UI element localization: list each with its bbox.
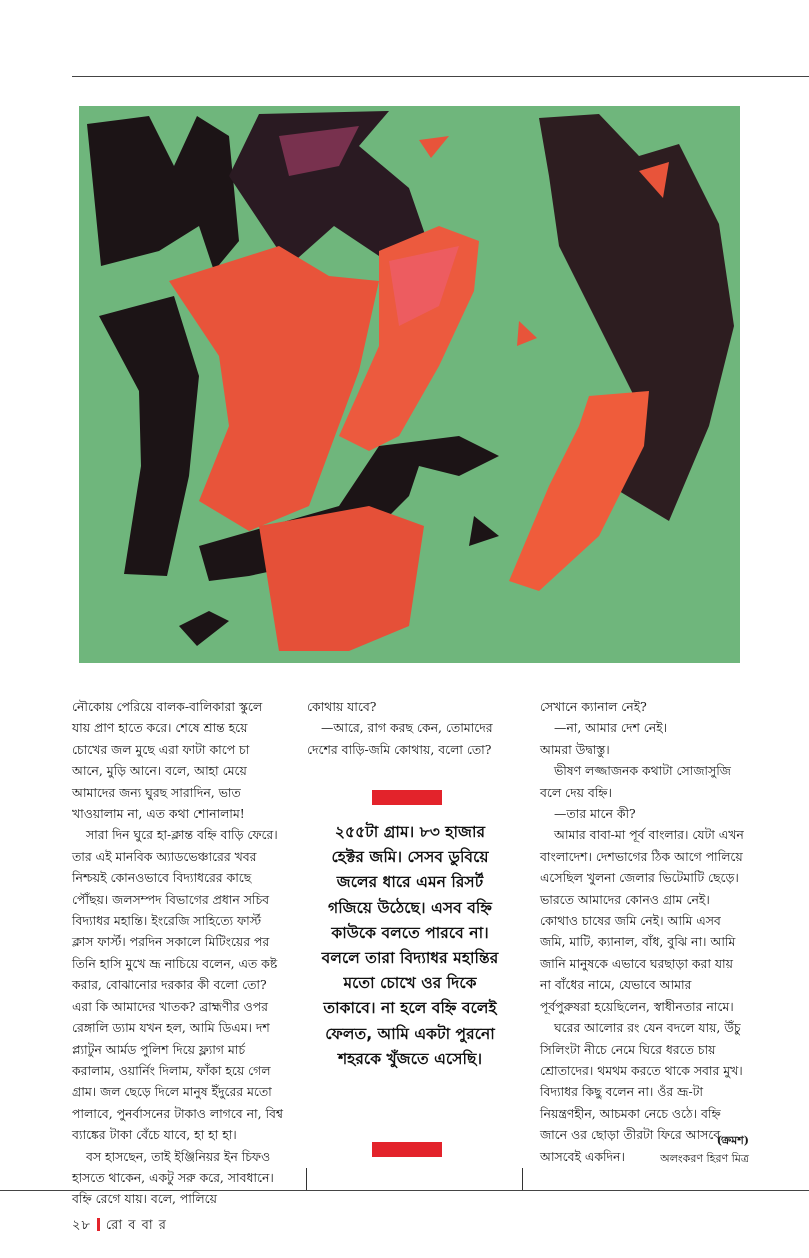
illustration-credit: অলংকরণ হিরণ মিত্র — [660, 1152, 749, 1165]
bottom-rule — [0, 1190, 809, 1191]
red-shard-bottom-center — [259, 506, 424, 651]
abstract-collage-icon — [79, 106, 740, 663]
magazine-name: রো ব বা র — [105, 1218, 167, 1233]
column-divider — [306, 1168, 307, 1190]
paragraph: —তার মানে কী? — [554, 806, 636, 822]
paragraph: বস হাসছেন, তাই ইঞ্জিনিয়র ইন চিফও হাসতে থাকেন, একটু সরু করে, সাবধানে। বহ্নি রেগে যায়। বলে, পালিয়ে — [72, 1148, 274, 1207]
paragraph: ঘরের আলোর রং যেন বদলে যায়, উঁচু সিলিংটা নীচে নেমে ঘিরে ধরতে চায় শ্রোতাদের। থমথম করতে থাকে সবার মুখ। বিদ্যাধর কিছু বলেন না। ওঁর ভ্রূ-টা নিয়ন্ত্রণহীন, আচমকা নেচে ওঠে। বহ্নি জানে ওর ছোড়া তীরটা ফিরে আসবে, আসবেই একদিন। — [540, 1020, 743, 1164]
paragraph: সারা দিন ঘুরে হা-ক্লান্ত বহ্নি বাড়ি ফেরে। তার এই মানবিক অ্যাডভেঞ্চারের খবর নিশ্চয়ই কোনওভাবে বিদ্যাধরের কাছে পৌঁছয়। জলসম্পদ বিভাগের প্রধান সচিব বিদ্যাধর মহান্তি। ইংরেজি সাহিত্যে ফার্স্ট ক্লাস ফার্স্ট। পরদিন সকালে মিটিংয়ের পর তিনি হাসি মুখে ভ্রূ নাচিয়ে বলেন, এত কষ্ট করার, বোঝানোর দরকার কী বলো তো? এরা কি আমাদের খাতক? ব্রাহ্মণীর ওপর রেঙ্গালি ড্যাম যখন হল, আমি ডিএম। দশ প্ল্যাটুন আর্মড পুলিশ দিয়ে ফ্ল্যাগ মার্চ করালাম, ওয়ার্নিং দিলাম, ফাঁকা হয়ে গেল গ্রাম। জল ছেড়ে দিলে মানুষ ইঁদুরের মতো পালাবে, পুনর্বাসনের টাকাও লাগবে না, বিশ্ব ব্যাঙ্কের টাকা বেঁচে যাবে, হা হা হা। — [72, 827, 283, 1143]
page-footer — [72, 1216, 167, 1237]
pull-quote-bottom-bar — [372, 1142, 442, 1157]
paragraph: কোথায় যাবে? — [307, 699, 377, 714]
paragraph: —আরে, রাগ করছ কেন, তোমাদের দেশের বাড়ি-জমি কোথায়, বলো তো? — [307, 720, 493, 757]
top-rule — [72, 76, 809, 77]
pull-quote: ২৫৫টা গ্রাম। ৮৩ হাজার হেক্টর জমি। সেসব ডুবিয়ে জলের ধারে এমন রিসর্ট গজিয়ে উঠেছে। এসব বহ্নি কাউকে বলতে পারবে না। বললে তারা বিদ্যাধর মহান্তির মতো চোখে ওর দিকে তাকাবে। না হলে বহ্নি বলেই ফেলত, আমি একটা পুরনো শহরকে খুঁজতে এসেছি। — [321, 823, 499, 1068]
page-number: ২৮ — [72, 1218, 91, 1233]
paragraph: আমরা উদ্বাস্তু। — [540, 741, 610, 757]
paragraph: ভীষণ লজ্জাজনক কথাটা সোজাসুজি বলে দেয় বহ্নি। — [540, 763, 731, 800]
column-divider — [522, 1168, 523, 1190]
pull-quote-top-bar — [372, 790, 442, 805]
footer-separator — [97, 1218, 100, 1231]
paragraph: আমার বাবা-মা পূর্ব বাংলার। যেটা এখন বাংলাদেশ। দেশভাগের ঠিক আগে পালিয়ে এসেছিল খুলনা জেলার ভিটেমাটি ছেড়ে। ভারতে আমাদের কোনও গ্রাম নেই। কোথাও চাষের জমি নেই। আমি এসব জমি, মাটি, ক্যানাল, বাঁধ, বুঝি না। আমি জানি মানুষকে এভাবে ঘরছাড়া করা যায় না বাঁধের নামে, যেভাবে আমার পূর্বপুরুষরা হয়েছিলেন, স্বাধীনতার নামে। — [540, 827, 744, 1014]
body-column-1 — [72, 696, 284, 1210]
body-column-3 — [540, 696, 745, 1167]
paragraph: নৌকোয় পেরিয়ে বালক-বালিকারা স্কুলে যায় প্রাণ হাতে করে। শেষে শ্রান্ত হয়ে চোখের জল মুছে এরা ফাটা কাপে চা আনে, মুড়ি আনে। বলে, আহা মেয়ে আমাদের জন্য ঘুরছ সারাদিন, ভাত খাওয়ালাম না, এত কথা শোনালাম! — [72, 699, 263, 822]
body-column-2 — [307, 696, 503, 760]
paragraph: সেখানে ক্যানাল নেই? — [540, 699, 647, 714]
paragraph: —না, আমার দেশ নেই। — [554, 720, 668, 736]
serial-continuation-note: (ক্রমশ) — [716, 1134, 749, 1147]
